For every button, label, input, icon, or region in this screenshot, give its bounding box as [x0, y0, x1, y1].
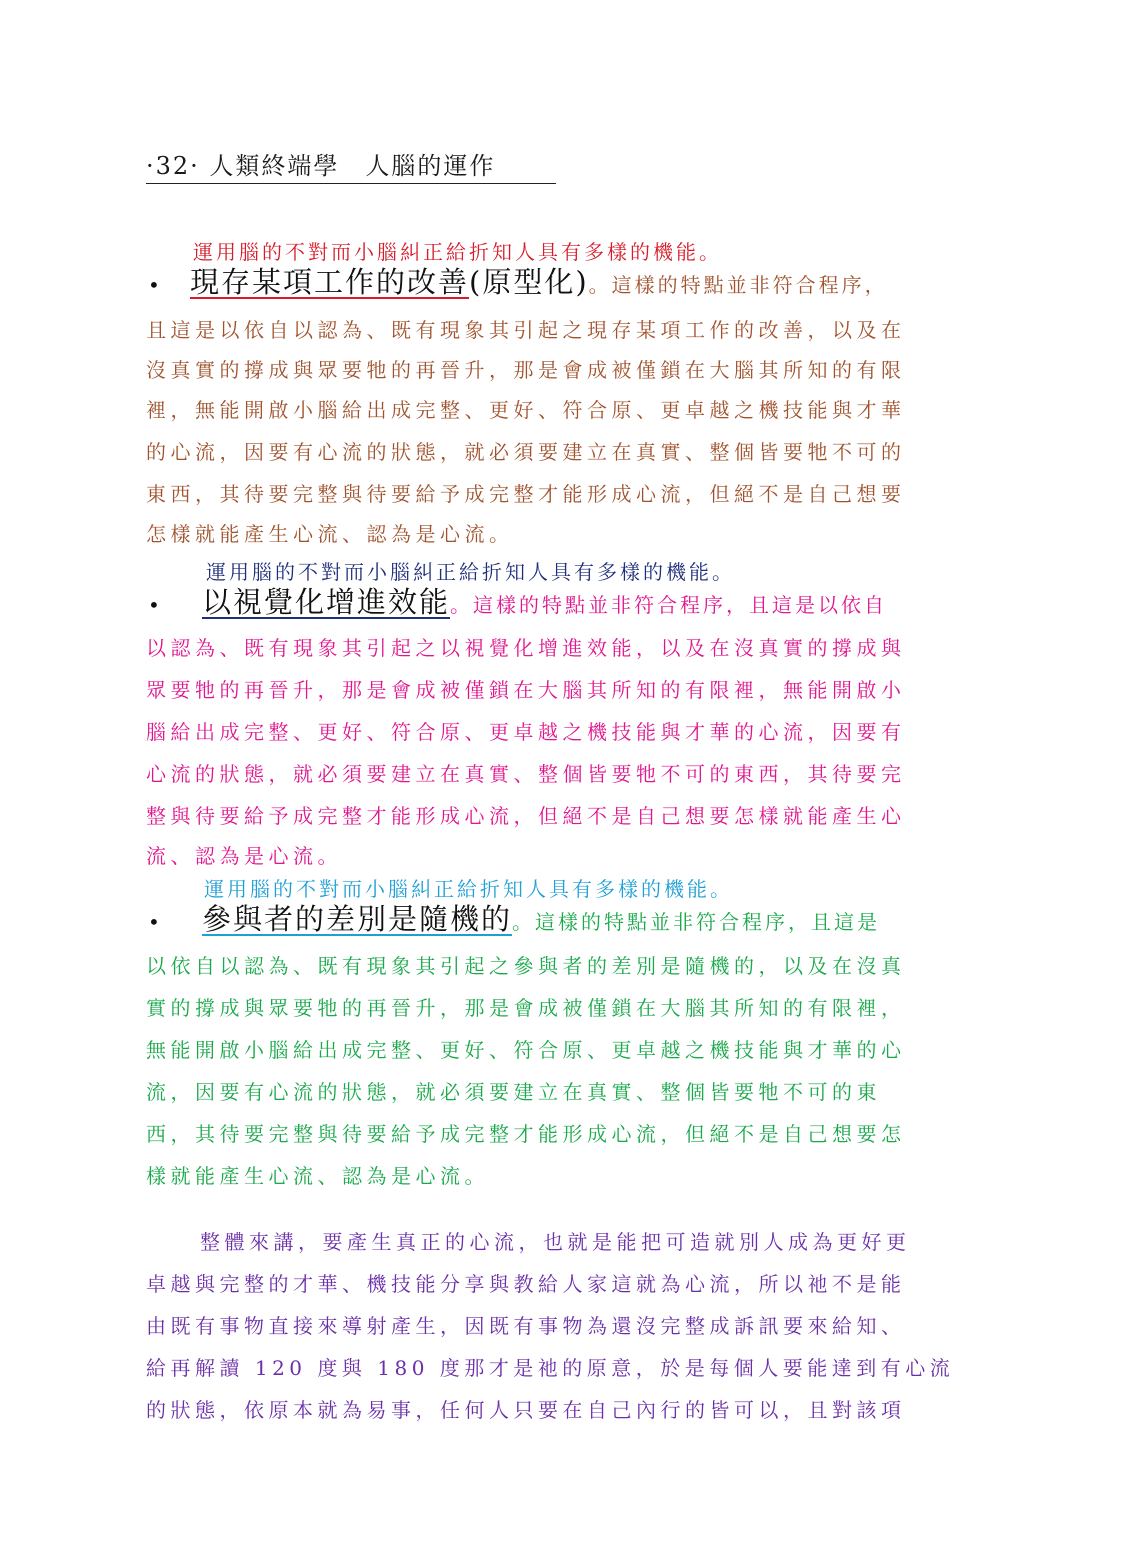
- closing-line: 整體來講，要產生真正的心流，也就是能把可造就別人成為更好更: [200, 1230, 911, 1254]
- section3-line: 無能開啟小腦給出成完整、更好、符合原、更卓越之機技能與才華的心: [146, 1038, 906, 1062]
- section2-line: 心流的狀態，就必須要建立在真實、整個皆要牠不可的東西，其待要完: [146, 762, 906, 786]
- bullet-icon: •: [148, 273, 163, 297]
- section1-line: 且這是以依自以認為、既有現象其引起之現存某項工作的改善，以及在: [146, 318, 906, 342]
- section3-lead: 。這樣的特點並非符合程序，且這是: [512, 910, 881, 934]
- section3-line: 西，其待要完整與待要給予成完整才能形成心流，但絕不是自己想要怎: [146, 1122, 906, 1146]
- closing-line: 由既有事物直接來導射產生，因既有事物為還沒完整成訴訊要來給知、: [146, 1314, 906, 1338]
- section2-lead: 。這樣的特點並非符合程序，且這是以依自: [450, 593, 888, 617]
- bullet-icon: •: [148, 593, 163, 617]
- section2-note: 運用腦的不對而小腦糾正給折知人具有多樣的機能。: [206, 560, 735, 584]
- section1-line: 的心流，因要有心流的狀態，就必須要建立在真實、整個皆要牠不可的: [146, 440, 906, 464]
- section2-title: 以視覺化增進效能: [202, 585, 451, 619]
- bullet-icon: •: [148, 910, 163, 934]
- section3-heading: [148, 897, 988, 938]
- section3-line: 實的撐成與眾要牠的再晉升，那是會成被僅鎖在大腦其所知的有限裡，: [146, 996, 906, 1020]
- section3-title: 參與者的差別是隨機的: [202, 902, 513, 936]
- section1-heading: [148, 260, 988, 301]
- section2-heading: [148, 580, 988, 621]
- section3-note: 運用腦的不對而小腦糾正給折知人具有多樣的機能。: [204, 877, 733, 901]
- closing-line: 的狀態，依原本就為易事，任何人只要在自己內行的皆可以，且對該項: [146, 1398, 906, 1422]
- section2-line: 眾要牠的再晉升，那是會成被僅鎖在大腦其所知的有限裡，無能開啟小: [146, 678, 906, 702]
- section1-note: 運用腦的不對而小腦糾正給折知人具有多樣的機能。: [193, 240, 722, 264]
- section1-lead: 。這樣的特點並非符合程序，: [588, 273, 888, 297]
- section3-line: 樣就能產生心流、認為是心流。: [146, 1164, 489, 1188]
- section2-line: 以認為、既有現象其引起之以視覺化增進效能，以及在沒真實的撐成與: [146, 636, 906, 660]
- section1-line: 沒真實的撐成與眾要牠的再晉升，那是會成被僅鎖在大腦其所知的有限: [146, 358, 906, 382]
- section1-title: 現存某項工作的改善: [190, 265, 470, 299]
- section1-line: 怎樣就能產生心流、認為是心流。: [146, 522, 514, 546]
- section3-line: 以依自以認為、既有現象其引起之參與者的差別是隨機的，以及在沒真: [146, 954, 906, 978]
- closing-line: 卓越與完整的才華、機技能分享與教給人家這就為心流，所以祂不是能: [146, 1272, 906, 1296]
- section1-line: 東西，其待要完整與待要給予成完整才能形成心流，但絕不是自己想要: [146, 482, 906, 506]
- section1-line: 裡，無能開啟小腦給出成完整、更好、符合原、更卓越之機技能與才華: [146, 398, 906, 422]
- closing-line: 給再解讀 120 度與 180 度那才是祂的原意，於是每個人要能達到有心流: [146, 1356, 955, 1380]
- page-header: ·32· 人類終端學 人腦的運作: [146, 146, 556, 184]
- section2-line: 腦給出成完整、更好、符合原、更卓越之機技能與才華的心流，因要有: [146, 720, 906, 744]
- section2-line: 整與待要給予成完整才能形成心流，但絕不是自己想要怎樣就能產生心: [146, 804, 906, 828]
- section1-paren: (原型化): [469, 265, 589, 299]
- section3-line: 流，因要有心流的狀態，就必須要建立在真實、整個皆要牠不可的東: [146, 1080, 881, 1104]
- section2-line: 流、認為是心流。: [146, 844, 342, 868]
